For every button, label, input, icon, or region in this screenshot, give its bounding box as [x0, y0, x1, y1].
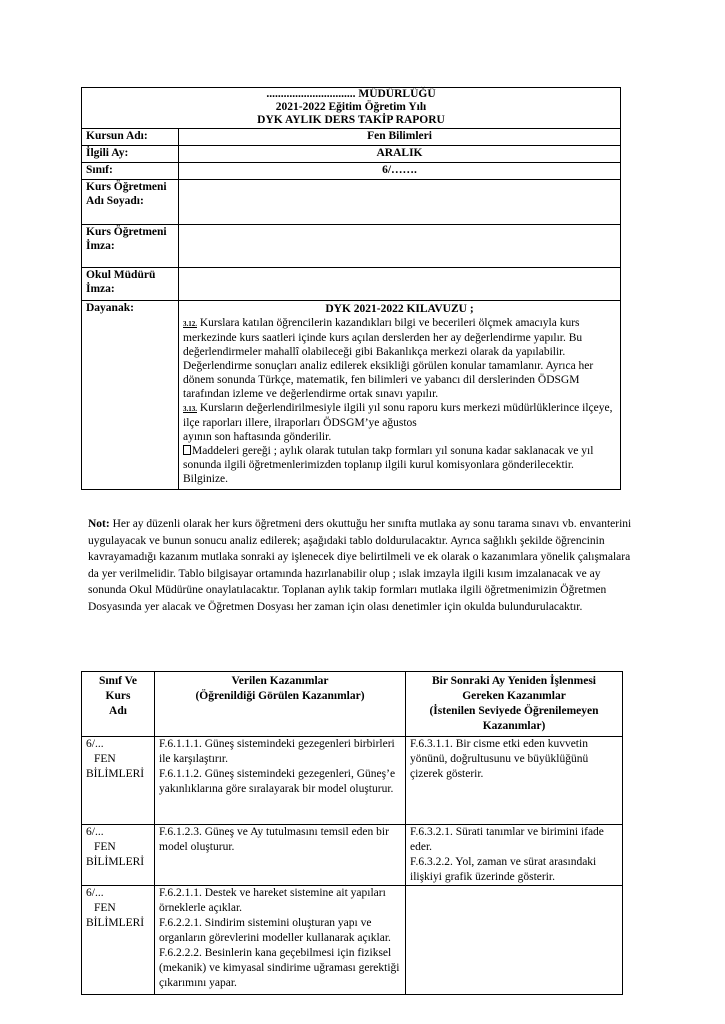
- outcome-item: F.6.2.2.1. Sindirim sistemini oluşturan yapı ve organların görevlerini modeller kullanarak açıklar.: [159, 917, 391, 944]
- info-label: Kursun Adı:: [82, 129, 179, 146]
- header-line: Sınıf Ve: [98, 675, 138, 687]
- dayanak-label: Dayanak:: [82, 301, 179, 490]
- outcomes-row: [82, 737, 623, 825]
- info-label: Kurs Öğretmeni Adı Soyadı:: [82, 180, 179, 225]
- article-text: Kurslara katılan öğrencilerin kazandıkları bilgi ve becerileri ölçmek amacıyla kurs merkezinde kurs saatleri içinde kurs açılan derslerden her ay değerlendirme yapılır. Bu değerlendirmeler mahallî olabileceği gibi Bakanlıkça merkezi olarak da yapılabilir. Değerlendirme sonuçları analiz edilerek eksikliği görülen konular tamamlanır. Ayrıca her dönem sonunda Türkçe, matematik, fen bilimleri ve yabancı dil derslerinden ÖDSGM tarafından izleme ve değerlendirme ortak sınavı yapılır.: [183, 317, 594, 400]
- outcomes-row: [82, 825, 623, 886]
- info-label: Okul Müdürü İmza:: [82, 268, 179, 301]
- header-line: (İstenilen Seviyede Öğrenilemeyen Kazanımlar): [429, 705, 599, 732]
- principal-signature-field[interactable]: [179, 268, 621, 301]
- outcome-item: F.6.3.2.2. Yol, zaman ve sürat arasındaki ilişkiyi grafik üzerinde gösterir.: [410, 856, 597, 883]
- article-3-12: [183, 316, 616, 401]
- article-3-13: [183, 401, 616, 430]
- given-outcomes-cell[interactable]: [155, 825, 406, 886]
- info-row-teacher-name: [82, 180, 621, 225]
- article-text: Kursların değerlendirilmesiyle ilgili yıl sonu raporu kurs merkezi müdürlüklerince ilçeye, ilçe raporları illere, ilraporları ÖDSGM’ye ağustos: [183, 402, 613, 429]
- header-line: Bir Sonraki Ay Yeniden İşlenmesi: [431, 675, 596, 687]
- info-value[interactable]: Fen Bilimleri: [179, 129, 621, 146]
- header-line: Kurs: [105, 690, 131, 702]
- teacher-name-field[interactable]: [179, 180, 621, 225]
- info-row-principal-signature: [82, 268, 621, 301]
- outcome-item: F.6.2.2.2. Besinlerin kana geçebilmesi için fiziksel (mekanik) ve kimyasal sindirime uğraması gerektiği çıkarımını yapar.: [159, 947, 400, 989]
- report-title: DYK AYLIK DERS TAKİP RAPORU: [257, 114, 445, 126]
- dayanak-row: [82, 301, 621, 490]
- header-line: Adı: [109, 705, 127, 717]
- article-text-continued: ayının son haftasında gönderilir.: [183, 431, 332, 443]
- course-value: BİLİMLERİ: [86, 917, 145, 929]
- article-ref: 3.12.: [183, 320, 197, 328]
- info-label: Kurs Öğretmeni İmza:: [82, 225, 179, 268]
- teacher-signature-field[interactable]: [179, 225, 621, 268]
- info-row-month: [82, 146, 621, 163]
- header-given-outcomes: [155, 672, 406, 737]
- course-value: FEN: [94, 753, 116, 765]
- outcome-item: F.6.1.1.2. Güneş sistemindeki gezegenleri, Güneş’e yakınlıklarına göre sıralayarak bir model oluşturur.: [159, 768, 396, 795]
- outcome-item: F.6.3.2.1. Sürati tanımlar ve birimini ifade eder.: [410, 826, 604, 853]
- note-paragraph: [88, 516, 636, 616]
- report-header-cell: [82, 88, 621, 129]
- given-outcomes-cell[interactable]: [155, 737, 406, 825]
- header-line: Verilen Kazanımlar: [231, 675, 329, 687]
- note-label: Not:: [88, 518, 110, 530]
- header-class-course: [82, 672, 155, 737]
- info-value[interactable]: ARALIK: [179, 146, 621, 163]
- info-row-teacher-signature: [82, 225, 621, 268]
- course-value: FEN: [94, 841, 116, 853]
- class-course-cell[interactable]: [82, 886, 155, 995]
- report-form-table: [81, 87, 621, 490]
- header-line: Gereken Kazanımlar: [462, 690, 566, 702]
- given-outcomes-cell[interactable]: [155, 886, 406, 995]
- class-course-cell[interactable]: [82, 825, 155, 886]
- article-ref: 3.13.: [183, 405, 197, 413]
- header-line: (Öğrenildiği Görülen Kazanımlar): [195, 690, 365, 702]
- report-header-row: [82, 88, 621, 129]
- closing-text: [183, 444, 616, 486]
- outcome-item: F.6.3.1.1. Bir cisme etki eden kuvvetin yönünü, doğrultusunu ve büyüklüğünü çizerek gösterir.: [410, 738, 589, 780]
- school-year-line: 2021-2022 Eğitim Öğretim Yılı: [275, 101, 427, 113]
- next-outcomes-cell[interactable]: [406, 886, 623, 995]
- header-next-month-outcomes: [406, 672, 623, 737]
- closing-text-body: Maddeleri gereği ; aylık olarak tutulan takp formları yıl sonuna kadar saklanacak ve yıl sonunda ilgili öğretmenlerimizden toplanıp ilgili kurul komisyonlara gönderilecektir. Bilginize.: [183, 445, 594, 485]
- info-value[interactable]: 6/…….: [179, 163, 621, 180]
- class-value: 6/...: [86, 826, 104, 838]
- outcome-item: F.6.2.1.1. Destek ve hareket sistemine ait yapıları örneklerle açıklar.: [159, 887, 386, 914]
- next-outcomes-cell[interactable]: [406, 825, 623, 886]
- class-value: 6/...: [86, 887, 104, 899]
- course-value: BİLİMLERİ: [86, 856, 145, 868]
- info-row-class: [82, 163, 621, 180]
- directorate-line: ............................... MÜDÜRLÜĞÜ: [266, 88, 436, 100]
- outcomes-header-row: [82, 672, 623, 737]
- class-course-cell[interactable]: [82, 737, 155, 825]
- note-text: Her ay düzenli olarak her kurs öğretmeni ders okuttuğu her sınıfta mutlaka ay sonu tarama sınavı vb. envanterini uygulayacak ve bunun sonucu analiz edilerek; aşağıdaki tablo doldurulacaktır. Ayrıca sağlıklı şekilde öğrencinin kavrayamadığı kazanım mutlaka sonraki ay işlenecek diye belirtilmeli ve ek olarak o kazanımlara yönelik çalışmalara da yer verilmelidir. Tablo bilgisayar ortamında hazırlanabilir olup ; ıslak imzayla ilgili kısım imzalanacak ve ay sonunda Okul Müdürüne onaylatılacaktır. Toplanan aylık takip formları mutlaka ilgili öğretmenimizin Öğretmen Dosyasında yer alacak ve Öğretmen Dosyası her zaman için olası denetimler için okulda bulundurulacaktır.: [88, 518, 632, 613]
- course-value: FEN: [94, 902, 116, 914]
- outcome-item: F.6.1.1.1. Güneş sistemindeki gezegenleri birbirleri ile karşılaştırır.: [159, 738, 395, 765]
- dayanak-content: [179, 301, 621, 490]
- missing-glyph-icon: [183, 445, 191, 455]
- outcome-item: F.6.1.2.3. Güneş ve Ay tutulmasını temsil eden bir model oluşturur.: [159, 826, 389, 853]
- next-outcomes-cell[interactable]: [406, 737, 623, 825]
- class-value: 6/...: [86, 738, 104, 750]
- outcomes-table: [81, 671, 623, 995]
- info-label: İlgili Ay:: [82, 146, 179, 163]
- course-value: BİLİMLERİ: [86, 768, 145, 780]
- outcomes-row: [82, 886, 623, 995]
- info-row-course: [82, 129, 621, 146]
- info-label: Sınıf:: [82, 163, 179, 180]
- guide-title: DYK 2021-2022 KILAVUZU ;: [325, 303, 474, 315]
